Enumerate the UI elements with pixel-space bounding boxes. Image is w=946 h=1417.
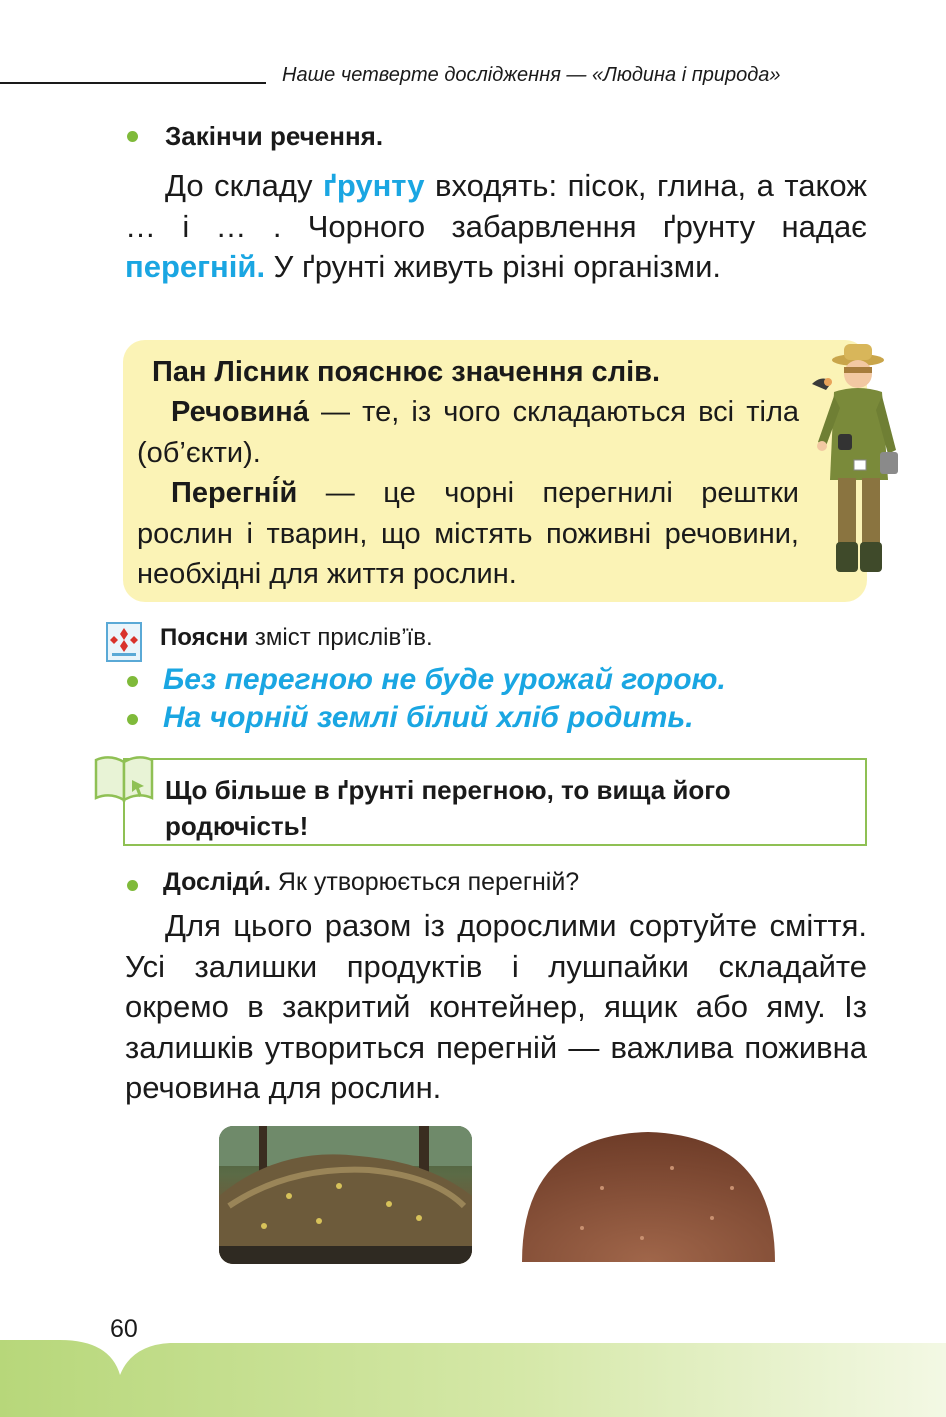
glossary-title: Пан Лісник пояснює значення слів.	[152, 356, 661, 388]
open-book-icon	[92, 752, 156, 806]
ranger-illustration	[808, 342, 908, 582]
bullet-icon	[127, 880, 138, 891]
keyword-perehnii: перегній.	[125, 249, 266, 284]
experiment-paragraph: Для цього разом із дорослими сортуйте сміття. Усі залишки продуктів і лушпайки складайте окремо в закритий контейнер, ящик або яму. Із залишків утвориться перегній — важлива поживна речовина для рослин.	[125, 908, 867, 1105]
proverbs-instruction: Поясни зміст прислів’їв.	[160, 624, 433, 651]
bullet-icon	[127, 714, 138, 725]
glossary-entry-rechovyna: Речовина́ — те, із чого складаються всі тіла (об’єкти).	[137, 396, 799, 469]
glossary-entry-perehnii: Перегні́й — це чорні перегнилі рештки рослин і тварин, що містять поживні речовини, необхідні для життя рослин.	[137, 477, 799, 590]
term-rechovyna: Речовина́	[171, 396, 309, 428]
compost-photo	[219, 1126, 472, 1264]
rule-text: Що більше в ґрунті перегною, то вища його родючість!	[165, 775, 731, 841]
header-rule	[0, 82, 266, 84]
bullet-icon	[127, 131, 138, 142]
bullet-icon	[127, 676, 138, 687]
running-title: Наше четверте дослідження — «Людина і природа»	[282, 64, 781, 86]
humus-photo	[522, 1128, 775, 1262]
proverb-1: Без перегною не буде урожай горою.	[163, 663, 726, 696]
task-instruction: Закінчи речення.	[165, 121, 384, 151]
task-paragraph: До складу ґрунту входять: пісок, глина, а також … і … . Чорного забарвлення ґрунту надає перегній. У ґрунті живуть різні організми.	[125, 168, 867, 284]
keyword-gruntu: ґрунту	[322, 168, 425, 203]
ornament-icon	[106, 622, 142, 662]
term-perehnii: Перегні́й	[171, 477, 298, 509]
experiment-instruction: Дослiди́. Як утворюється перегній?	[163, 868, 580, 896]
page-number: 60	[110, 1315, 138, 1343]
proverb-2: На чорній землі білий хліб родить.	[163, 701, 694, 734]
footer-band	[0, 1340, 946, 1417]
